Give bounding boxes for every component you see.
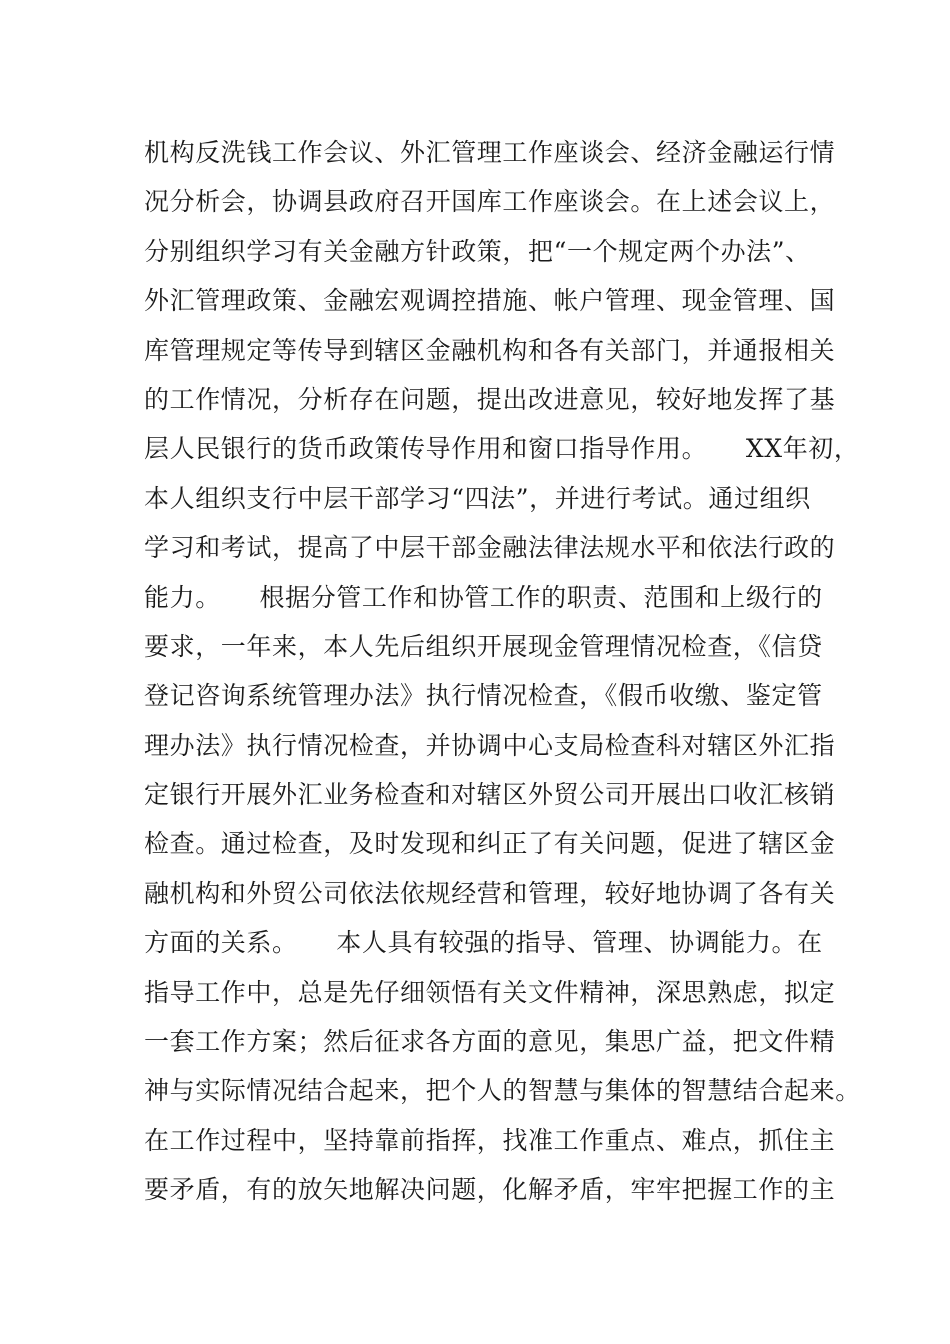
text-line: 检查。通过检查，及时发现和纠正了有关问题，促进了辖区金	[144, 829, 836, 859]
text-line: 指导工作中，总是先仔细领悟有关文件精神，深思熟虑，拟定	[144, 977, 836, 1007]
text-line: 库管理规定等传导到辖区金融机构和各有关部门，并通报相关	[144, 335, 836, 365]
text-line: 本人组织支行中层干部学习“四法”，并进行考试。通过组织	[144, 483, 811, 513]
text-line: 融机构和外贸公司依法依规经营和管理，较好地协调了各有关	[144, 878, 836, 908]
text-line: 分别组织学习有关金融方针政策，把“一个规定两个办法”、	[144, 236, 811, 266]
text-line: 的工作情况，分析存在问题，提出改进意见，较好地发挥了基	[144, 384, 836, 414]
text-line: 要求，一年来，本人先后组织开展现金管理情况检查，《信贷	[144, 631, 823, 661]
text-line: 一套工作方案；然后征求各方面的意见，集思广益，把文件精	[144, 1027, 836, 1057]
text-line: 要矛盾，有的放矢地解决问题，化解矛盾，牢牢把握工作的主	[144, 1175, 836, 1205]
text-line: 能力。 根据分管工作和协管工作的职责、范围和上级行的	[144, 582, 823, 612]
text-line: 学习和考试，提高了中层干部金融法律法规水平和依法行政的	[144, 533, 836, 563]
text-line: 机构反洗钱工作会议、外汇管理工作座谈会、经济金融运行情	[144, 138, 836, 167]
text-line: 定银行开展外汇业务检查和对辖区外贸公司开展出口收汇核销	[144, 780, 836, 810]
text-line: 神与实际情况结合起来，把个人的智慧与集体的智慧结合起来。	[144, 1076, 861, 1106]
text-line: 外汇管理政策、金融宏观调控措施、帐户管理、现金管理、国	[144, 286, 836, 316]
text-line: 方面的关系。 本人具有较强的指导、管理、协调能力。在	[144, 928, 823, 958]
body-text	[144, 128, 861, 1215]
text-line: 理办法》执行情况检查，并协调中心支局检查科对辖区外汇指	[144, 730, 836, 760]
text-line: 况分析会，协调县政府召开国库工作座谈会。在上述会议上，	[144, 187, 836, 217]
text-line: 在工作过程中，坚持靠前指挥，找准工作重点、难点，抓住主	[144, 1125, 836, 1155]
text-line: 登记咨询系统管理办法》执行情况检查，《假币收缴、鉴定管	[144, 681, 823, 711]
text-line: 层人民银行的货币政策传导作用和窗口指导作用。 XX年初，	[144, 434, 860, 464]
